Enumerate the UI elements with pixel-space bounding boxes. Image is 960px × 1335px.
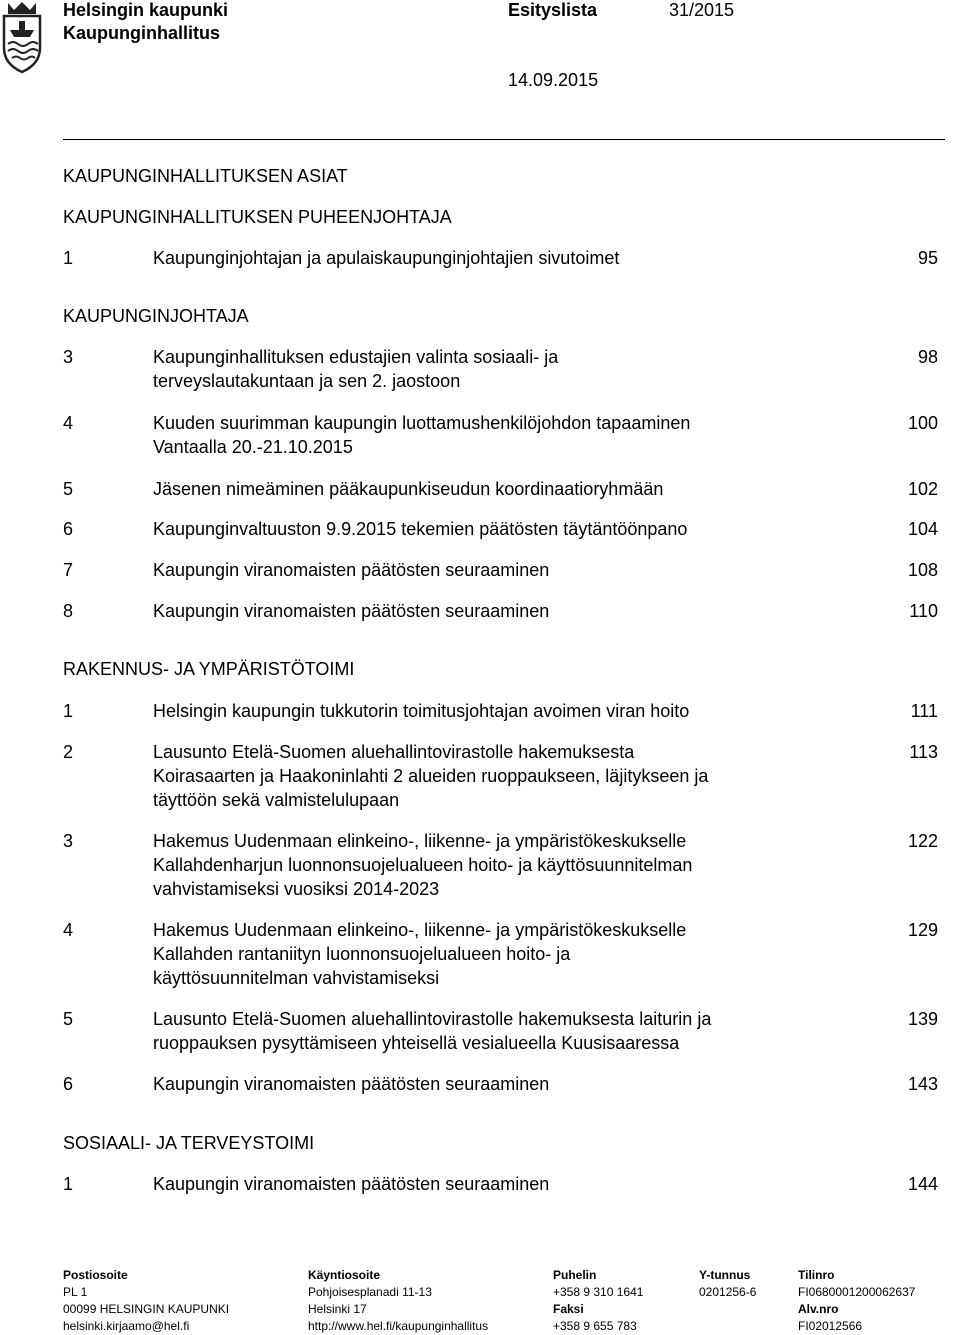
footer-value: FI0680001200062637	[798, 1285, 916, 1299]
agenda-item-page: 104	[907, 519, 938, 539]
agenda-item-page: 110	[909, 601, 938, 621]
agenda-item-number: 7	[63, 560, 74, 580]
footer-postal-address	[63, 1267, 229, 1335]
footer-value: 0201256-6	[699, 1285, 757, 1299]
section-title: RAKENNUS- JA YMPÄRISTÖTOIMI	[63, 659, 355, 679]
footer-value: PL 1	[63, 1285, 88, 1299]
agenda-item-line: Kaupunginjohtajan ja apulaiskaupunginjohtajien sivutoimet	[153, 248, 620, 268]
agenda-item-page: 111	[910, 701, 938, 721]
agenda-item-line: Kallahden rantaniityn luonnonsuojelualueen hoito- ja	[153, 944, 571, 964]
agenda-item-line: Hakemus Uudenmaan elinkeino-, liikenne- ja ympäristökeskukselle	[153, 920, 687, 940]
agenda-item-line: Lausunto Etelä-Suomen aluehallintovirastolle hakemuksesta laiturin ja	[153, 1009, 712, 1029]
footer-website-link[interactable]: http://www.hel.fi/kaupunginhallitus	[308, 1319, 489, 1333]
agenda-item-title[interactable]	[153, 246, 833, 270]
footer-value: +358 9 655 783	[553, 1319, 637, 1333]
header-doc-number: 31/2015	[669, 0, 735, 20]
agenda-item-title[interactable]	[153, 477, 833, 501]
agenda-item-page: 122	[907, 831, 938, 851]
agenda-item-page: 143	[907, 1074, 938, 1094]
agenda-item-title[interactable]	[153, 345, 833, 393]
header-body: Kaupunginhallitus	[63, 23, 220, 43]
agenda-item-line: Kaupungin viranomaisten päätösten seuraaminen	[153, 1074, 550, 1094]
agenda-item-line: Kaupungin viranomaisten päätösten seuraaminen	[153, 601, 550, 621]
agenda-item-page: 144	[907, 1174, 938, 1194]
agenda-item-number: 4	[63, 413, 74, 433]
agenda-item-number: 1	[63, 1174, 74, 1194]
agenda-item-number: 8	[63, 601, 74, 621]
agenda-item-title[interactable]	[153, 558, 833, 582]
agenda-item-line: Kaupungin viranomaisten päätösten seuraaminen	[153, 560, 550, 580]
agenda-item-line: täyttöön sekä valmistelulupaan	[153, 790, 400, 810]
agenda-item-line: Lausunto Etelä-Suomen aluehallintovirastolle hakemuksesta	[153, 742, 635, 762]
footer-account	[798, 1267, 915, 1335]
section-title: KAUPUNGINHALLITUKSEN PUHEENJOHTAJA	[63, 207, 452, 227]
agenda-item-title[interactable]	[153, 1007, 833, 1055]
agenda-item-title[interactable]	[153, 918, 833, 990]
footer-email-link[interactable]: helsinki.kirjaamo@hel.fi	[63, 1319, 190, 1333]
agenda-item-line: Jäsenen nimeäminen pääkaupunkiseudun koordinaatioryhmään	[153, 479, 664, 499]
agenda-item-line: Hakemus Uudenmaan elinkeino-, liikenne- ja ympäristökeskukselle	[153, 831, 687, 851]
agenda-item-line: Koirasaarten ja Haakoninlahti 2 alueiden ruoppaukseen, läjitykseen ja	[153, 766, 709, 786]
section-title: KAUPUNGINHALLITUKSEN ASIAT	[63, 166, 348, 186]
footer-value: Helsinki 17	[308, 1302, 367, 1316]
agenda-item-number: 3	[63, 347, 74, 367]
footer-label: Käyntiosoite	[308, 1268, 381, 1282]
section-title: SOSIAALI- JA TERVEYSTOIMI	[63, 1133, 315, 1153]
header-org: Helsingin kaupunki	[63, 0, 229, 20]
agenda-item-number: 1	[63, 701, 74, 721]
footer-label: Faksi	[553, 1302, 584, 1316]
agenda-item-line: Helsingin kaupungin tukkutorin toimitusjohtajan avoimen viran hoito	[153, 701, 690, 721]
agenda-item-title[interactable]	[153, 1072, 833, 1096]
header-divider	[63, 139, 945, 140]
agenda-item-page: 100	[907, 413, 938, 433]
agenda-item-title[interactable]	[153, 1172, 833, 1196]
header-doc-type: Esityslista	[508, 0, 598, 20]
agenda-item-number: 2	[63, 742, 74, 762]
agenda-item-line: Kaupungin viranomaisten päätösten seuraaminen	[153, 1174, 550, 1194]
agenda-item-page: 102	[907, 479, 938, 499]
agenda-item-line: Kaupunginhallituksen edustajien valinta sosiaali- ja	[153, 347, 559, 367]
agenda-item-number: 5	[63, 1009, 74, 1029]
header-date: 14.09.2015	[508, 70, 599, 90]
footer-value: FI02012566	[798, 1319, 863, 1333]
agenda-item-page: 129	[907, 920, 938, 940]
footer-phone	[553, 1267, 643, 1335]
agenda-item-line: Kaupunginvaltuuston 9.9.2015 tekemien päätösten täytäntöönpano	[153, 519, 688, 539]
footer-label: Postiosoite	[63, 1268, 128, 1282]
agenda-item-line: ruoppauksen pysyttämiseen yhteisellä vesialueella Kuusisaaressa	[153, 1033, 680, 1053]
section-title: KAUPUNGINJOHTAJA	[63, 306, 249, 326]
footer-label: Puhelin	[553, 1268, 597, 1282]
agenda-item-number: 5	[63, 479, 74, 499]
footer-visit-address	[308, 1267, 488, 1335]
footer-label: Tilinro	[798, 1268, 835, 1282]
footer-value: Pohjoisesplanadi 11-13	[308, 1285, 432, 1299]
agenda-item-line: Kallahdenharjun luonnonsuojelualueen hoito- ja käyttösuunnitelman	[153, 855, 693, 875]
agenda-item-title[interactable]	[153, 517, 833, 541]
agenda-item-title[interactable]	[153, 829, 833, 901]
agenda-item-line: Vantaalla 20.-21.10.2015	[153, 437, 353, 457]
footer-value: 00099 HELSINGIN KAUPUNKI	[63, 1302, 230, 1316]
agenda-item-number: 3	[63, 831, 74, 851]
agenda-item-title[interactable]	[153, 699, 833, 723]
agenda-item-line: vahvistamiseksi vuosiksi 2014-2023	[153, 879, 440, 899]
agenda-item-page: 98	[917, 347, 938, 367]
footer-label: Alv.nro	[798, 1302, 839, 1316]
agenda-item-number: 1	[63, 248, 74, 268]
agenda-item-line: käyttösuunnitelman vahvistamiseksi	[153, 968, 440, 988]
agenda-item-page: 108	[907, 560, 938, 580]
helsinki-coat-of-arms-logo	[0, 0, 45, 75]
agenda-item-number: 6	[63, 519, 74, 539]
footer-business-id	[699, 1267, 756, 1301]
agenda-item-page: 95	[917, 248, 938, 268]
agenda-item-title[interactable]	[153, 411, 833, 459]
agenda-item-title[interactable]	[153, 740, 833, 812]
agenda-item-title[interactable]	[153, 599, 833, 623]
footer-label: Y-tunnus	[699, 1268, 751, 1282]
agenda-item-line: Kuuden suurimman kaupungin luottamushenkilöjohdon tapaaminen	[153, 413, 691, 433]
agenda-item-number: 4	[63, 920, 74, 940]
footer-value: +358 9 310 1641	[553, 1285, 644, 1299]
agenda-item-page: 139	[907, 1009, 938, 1029]
agenda-item-line: terveyslautakuntaan ja sen 2. jaostoon	[153, 371, 461, 391]
agenda-item-page: 113	[909, 742, 938, 762]
agenda-item-number: 6	[63, 1074, 74, 1094]
